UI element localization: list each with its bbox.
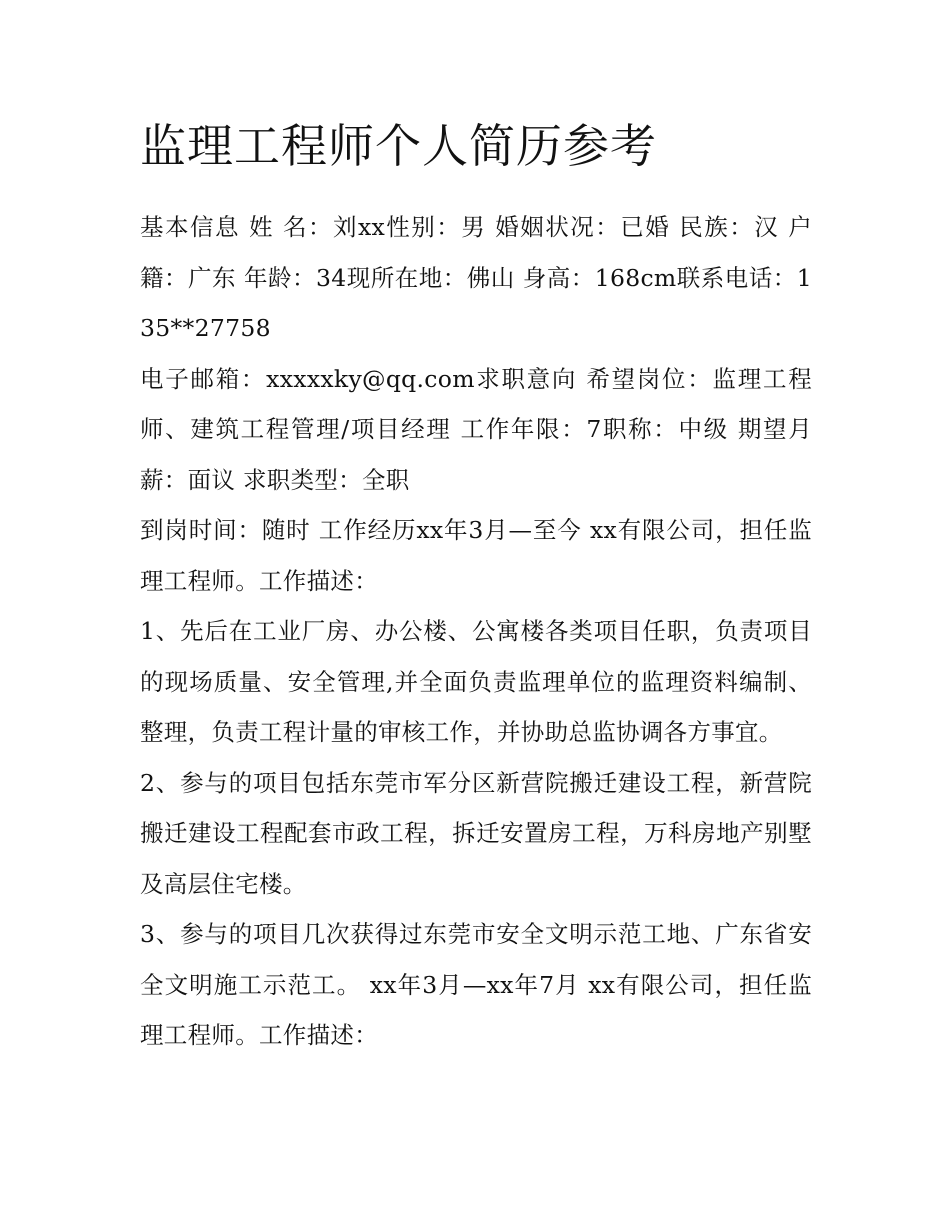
document-title: 监理工程师个人简历参考 (140, 119, 657, 173)
work-history-paragraph: 到岗时间：随时 工作经历xx年3月—至今 xx有限公司，担任监理工程师。工作描述： (140, 516, 812, 595)
duty-item-1: 1、先后在工业厂房、办公楼、公寓楼各类项目任职，负责项目的现场质量、安全管理,并全面负责监理单位的监理资料编制、整理，负责工程计量的审核工作，并协助总监协调各方事宜。 (140, 617, 812, 746)
document-body (140, 112, 812, 1061)
duty-item-2: 2、参与的项目包括东莞市军分区新营院搬迁建设工程，新营院搬迁建设工程配套市政工程，拆迁安置房工程，万科房地产别墅及高层住宅楼。 (140, 768, 812, 898)
basic-info-paragraph: 基本信息 姓 名：刘xx性别：男 婚姻状况：已婚 民族：汉 户籍：广东 年龄：34现所在地：佛山 身高：168cm联系电话：135**27758 (140, 213, 812, 342)
duty-item-3: 3、参与的项目几次获得过东莞市安全文明示范工地、广东省安全文明施工示范工。 xx年3月—xx年7月 xx有限公司，担任监理工程师。工作描述： (140, 920, 812, 1049)
job-intention-paragraph: 电子邮箱：xxxxxky@qq.com求职意向 希望岗位：监理工程师、建筑工程管理/项目经理 工作年限：7职称：中级 期望月薪：面议 求职类型：全职 (140, 364, 812, 494)
